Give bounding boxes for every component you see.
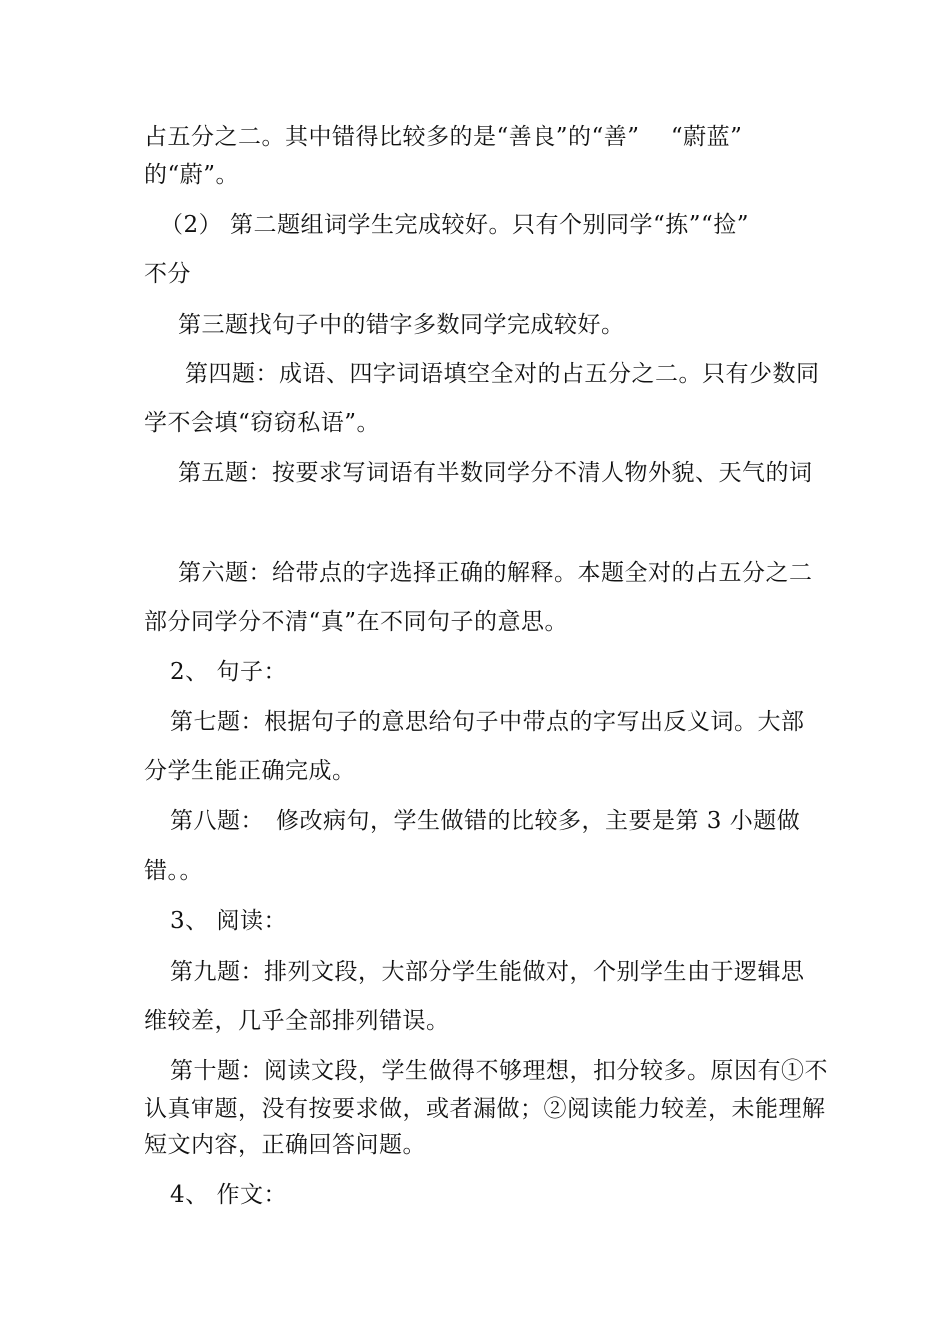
section-heading-sentences: 2、 句子： xyxy=(170,659,287,685)
paragraph-10-line-1: 第十题：阅读文段，学生做得不够理想，扣分较多。原因有①不 xyxy=(170,1058,828,1084)
paragraph-6-line-2: 部分同学分不清“真”在不同句子的意思。 xyxy=(144,609,569,635)
paragraph-9-line-1: 第九题：排列文段，大部分学生能做对，个别学生由于逻辑思 xyxy=(170,959,805,985)
paragraph-4-line-1: 第四题：成语、四字词语填空全对的占五分之二。只有少数同 xyxy=(185,361,820,387)
section-heading-reading: 3、 阅读： xyxy=(170,908,287,934)
paragraph-1-line-2: 的“蔚”。 xyxy=(144,162,240,188)
paragraph-7-line-2: 分学生能正确完成。 xyxy=(144,758,356,784)
paragraph-10-line-2: 认真审题，没有按要求做，或者漏做；②阅读能力较差，未能理解 xyxy=(144,1096,826,1122)
paragraph-1-line-1: 占五分之二。其中错得比较多的是“善良”的“善” “蔚蓝” xyxy=(144,124,743,150)
paragraph-10-line-3: 短文内容，正确回答问题。 xyxy=(144,1132,426,1158)
paragraph-3-line-1: 第三题找句子中的错字多数同学完成较好。 xyxy=(178,312,625,338)
paragraph-6-line-1: 第六题：给带点的字选择正确的解释。本题全对的占五分之二 xyxy=(178,560,813,586)
paragraph-8-line-1: 第八题： 修改病句，学生做错的比较多，主要是第 3 小题做 xyxy=(170,808,801,834)
paragraph-7-line-1: 第七题：根据句子的意思给句子中带点的字写出反义词。大部 xyxy=(170,709,805,735)
paragraph-8-line-2: 错。。 xyxy=(144,858,203,884)
paragraph-5-line-1: 第五题：按要求写词语有半数同学分不清人物外貌、天气的词 xyxy=(178,460,813,486)
section-heading-composition: 4、 作文： xyxy=(170,1182,287,1208)
paragraph-2-line-1: （2） 第二题组词学生完成较好。只有个别同学“拣”“捡” xyxy=(160,212,749,238)
paragraph-4-line-2: 学不会填“窃窃私语”。 xyxy=(144,410,381,436)
paragraph-2-line-2: 不分 xyxy=(144,261,191,287)
paragraph-9-line-2: 维较差，几乎全部排列错误。 xyxy=(144,1008,450,1034)
